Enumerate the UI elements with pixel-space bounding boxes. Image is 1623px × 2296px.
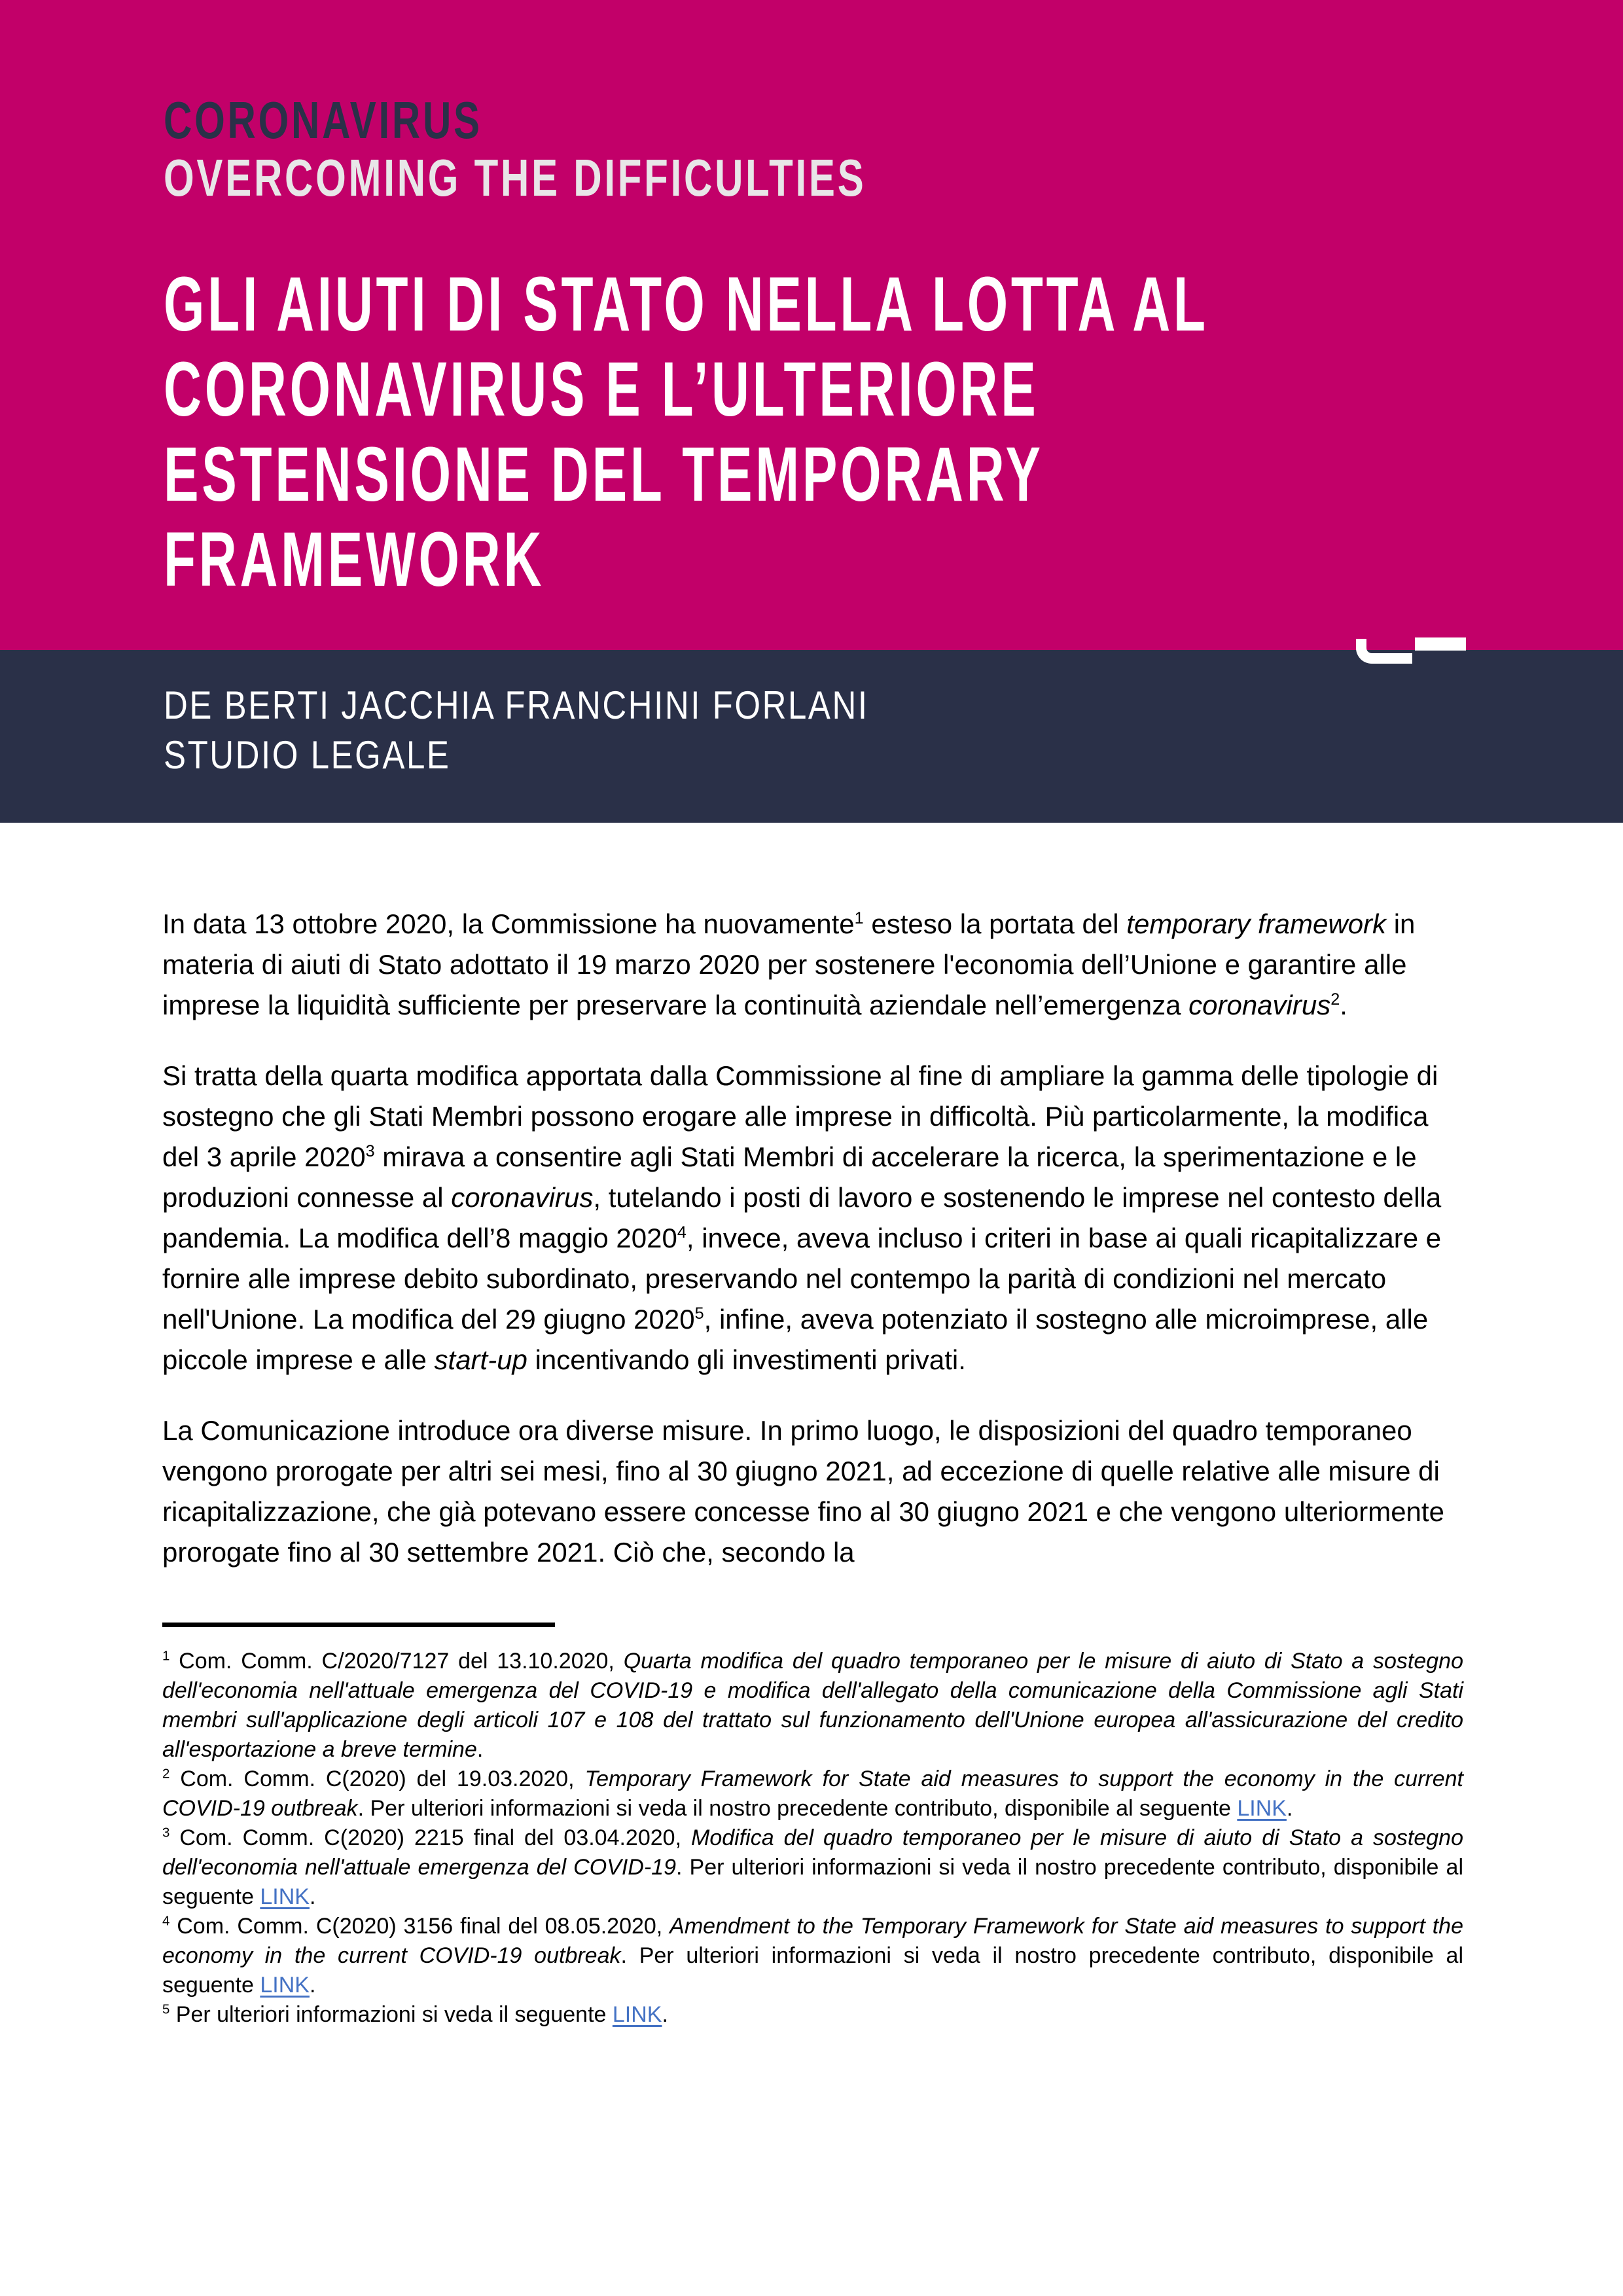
footnote-link[interactable]: LINK <box>260 1973 310 1998</box>
footnote-ref: 3 <box>162 1825 170 1840</box>
article-body <box>162 823 1463 2030</box>
footnote-5 <box>162 2000 1463 2030</box>
footnote-separator <box>162 1623 555 1627</box>
text-run: . Per ulteriori informazioni si veda il nostro precedente contributo, disponibile al seguente <box>162 1855 1463 1909</box>
text-run: . Per ulteriori informazioni si veda il nostro precedente contributo, disponibile al seguente <box>162 1943 1464 1998</box>
article-title <box>164 262 1623 602</box>
footnote-link[interactable]: LINK <box>612 2002 662 2027</box>
text-run: temporary framework <box>1126 908 1387 939</box>
text-run: La Comunicazione introduce ora diverse misure. In primo luogo, le disposizioni del quadro temporaneo vengono prorogate per altri sei mesi, fino al 30 giugno 2021, ad eccezione di quelle relative alle misure di ricapitalizzazione, che già potevano essere concesse fino al 30 giugno 2021 e che vengono ulteriormente prorogate fino al 30 settembre 2021. Ciò che, secondo la <box>162 1415 1444 1568</box>
firm-name-block <box>164 681 993 780</box>
text-run: In data 13 ottobre 2020, la Commissione ha nuovamente <box>162 908 855 939</box>
text-run: incentivando gli investimenti privati. <box>527 1344 966 1375</box>
footnote-ref: 1 <box>854 909 864 927</box>
body-paragraph-2 <box>162 1056 1463 1380</box>
footnote-2 <box>162 1765 1463 1823</box>
footnotes <box>162 1647 1463 2030</box>
kicker-coronavirus: CORONAVIRUS <box>164 91 482 149</box>
firm-subtitle: STUDIO LEGALE <box>164 733 451 777</box>
text-run: Modifica del quadro temporaneo per le misure di aiuto di Stato a sostegno dell'economia nell'attuale emergenza del COVID-19 <box>162 1825 1463 1880</box>
footnote-ref: 2 <box>162 1767 170 1782</box>
footnote-ref: 5 <box>162 2002 170 2017</box>
text-run: Com. Comm. C(2020) 2215 final del 03.04.2020, <box>169 1825 692 1850</box>
firm-logo-mark-left <box>1356 639 1412 664</box>
footnote-ref: 5 <box>694 1304 704 1323</box>
footnote-1 <box>162 1647 1463 1765</box>
footnote-ref: 4 <box>162 1914 170 1929</box>
text-run: , infine, aveva potenziato il sostegno alle microimprese, alle piccole imprese e alle <box>162 1304 1429 1375</box>
text-run: Amendment to the Temporary Framework for State aid measures to support the economy in the current COVID-19 outbreak <box>162 1914 1463 1968</box>
title-line: ESTENSIONE DEL TEMPORARY <box>164 431 1044 518</box>
text-run: Per ulteriori informazioni si veda il seguente <box>169 2002 613 2027</box>
footnote-link[interactable]: LINK <box>260 1884 310 1909</box>
text-run: esteso la portata del <box>863 908 1127 939</box>
text-run: start-up <box>434 1344 527 1375</box>
text-run: Quarta modifica del quadro temporaneo per le misure di aiuto di Stato a sostegno dell'economia nell'attuale emergenza del COVID-19 e modifica dell'allegato della comunicazione della Commissione agli Stati membri sull'applicazione degli articoli 107 e 108 del trattato sul funzionamento dell'Unione europea all'assicurazione del credito all'esportazione a breve termine <box>162 1649 1463 1762</box>
kicker-block <box>164 92 1100 207</box>
footnote-ref: 3 <box>365 1142 375 1160</box>
firm-logo-mark-right <box>1415 637 1466 651</box>
text-run: in materia di aiuti di Stato adottato il 19 marzo 2020 per sostenere l'economia dell’Unione e garantire alle imprese la liquidità sufficiente per preservare la continuità aziendale nell’emergenza <box>162 908 1416 1020</box>
firm-name: DE BERTI JACCHIA FRANCHINI FORLANI <box>164 683 869 727</box>
footnote-ref: 1 <box>162 1649 170 1664</box>
text-run: . <box>476 1737 484 1762</box>
text-run: Com. Comm. C/2020/7127 del 13.10.2020, <box>169 1649 624 1674</box>
text-run: . <box>309 1973 316 1998</box>
text-run: . Per ulteriori informazioni si veda il nostro precedente contributo, disponibile al seguente <box>357 1796 1238 1821</box>
title-line: CORONAVIRUS E L’ULTERIORE <box>164 346 1039 433</box>
text-run: . <box>662 2002 668 2027</box>
footnote-3 <box>162 1823 1463 1912</box>
footnote-link[interactable]: LINK <box>1237 1796 1287 1821</box>
text-run: coronavirus <box>451 1182 594 1213</box>
text-run: , invece, aveva incluso i criteri in base ai quali ricapitalizzare e fornire alle imprese debito subordinato, preservando nel contempo la parità di condizioni nel mercato nell'Unione. La modifica del 29 giugno 2020 <box>162 1223 1442 1335</box>
text-run: . <box>309 1884 316 1909</box>
footnote-ref: 4 <box>677 1223 687 1242</box>
text-run: Temporary Framework for State aid measures to support the economy in the current COVID-19 outbreak <box>162 1767 1463 1821</box>
body-paragraph-1 <box>162 904 1463 1026</box>
body-paragraph-3 <box>162 1410 1463 1573</box>
text-run: . <box>1340 990 1347 1020</box>
footnote-4 <box>162 1912 1463 2000</box>
title-line: FRAMEWORK <box>164 516 545 603</box>
text-run: mirava a consentire agli Stati Membri di accelerare la ricerca, la sperimentazione e le produzioni connesse al <box>162 1141 1417 1213</box>
text-run: , tutelando i posti di lavoro e sostenendo le imprese nel contesto della pandemia. La modifica dell’8 maggio 2020 <box>162 1182 1442 1253</box>
title-line: GLI AIUTI DI STATO NELLA LOTTA AL <box>164 261 1209 348</box>
text-run: . <box>1286 1796 1293 1821</box>
kicker-subtitle: OVERCOMING THE DIFFICULTIES <box>164 149 866 207</box>
text-run: Com. Comm. C(2020) 3156 final del 08.05.2020, <box>169 1914 670 1939</box>
text-run: coronavirus <box>1188 990 1331 1020</box>
text-run: Com. Comm. C(2020) del 19.03.2020, <box>169 1767 585 1791</box>
text-run: Si tratta della quarta modifica apportata dalla Commissione al fine di ampliare la gamma delle tipologie di sostegno che gli Stati Membri possono erogare alle imprese in difficoltà. Più particolarmente, la modifica del 3 aprile 2020 <box>162 1060 1438 1172</box>
footnote-ref: 2 <box>1330 990 1340 1009</box>
